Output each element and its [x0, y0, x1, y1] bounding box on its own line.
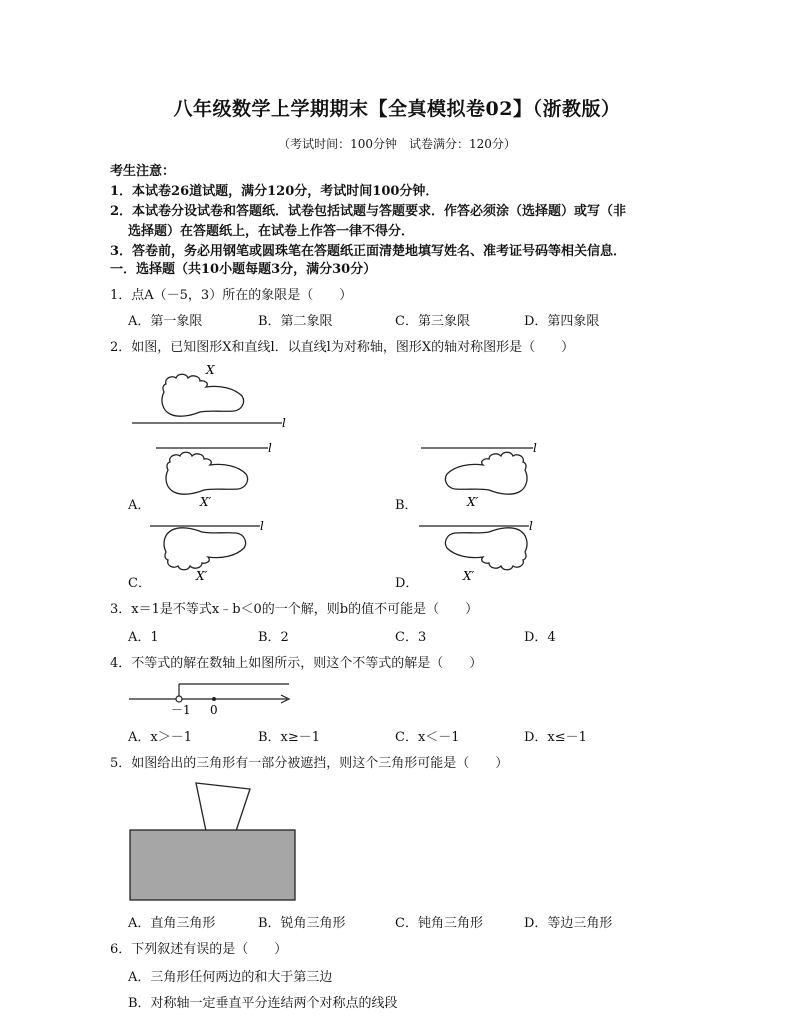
q2-option-c: C．	[128, 576, 151, 591]
q1-option-a: A．第一象限	[128, 314, 203, 329]
q3-option-b: B．2	[258, 630, 289, 645]
q3-option-c: C．3	[395, 630, 427, 645]
q2-option-a-figure	[150, 440, 280, 510]
q1-option-b: B．第二象限	[258, 314, 333, 329]
q5-option-a: A．直角三角形	[128, 916, 216, 931]
q4-option-b: B．x≥－1	[258, 730, 321, 745]
notice-item-3: 3．答卷前，务必用钢笔或圆珠笔在答题纸正面清楚地填写姓名、准考证号码等相关信息．	[110, 244, 627, 259]
svg-text:X′: X′	[196, 569, 208, 583]
q1-stem: 1．点A（－5，3）所在的象限是（ ）	[110, 288, 353, 303]
notice-item-2: 2．本试卷分设试卷和答题纸．试卷包括试题与答题要求．作答必须涂（选择题）或写（非	[110, 204, 627, 219]
q4-number-line	[125, 670, 295, 716]
q5-figure	[128, 775, 300, 905]
q6-option-a: A．三角形任何两边的和大于第三边	[128, 970, 333, 985]
q2-option-b-figure	[415, 440, 545, 510]
page-subtitle: （考试时间：100分钟 试卷满分：120分）	[278, 137, 516, 151]
q3-option-a: A．1	[128, 630, 159, 645]
q4-axis-label-neg1: －1	[171, 703, 191, 717]
svg-text:l: l	[268, 441, 272, 455]
q5-stem: 5．如图给出的三角形有一部分被遮挡，则这个三角形可能是（ ）	[110, 756, 509, 771]
svg-text:l: l	[260, 519, 264, 533]
q4-option-c: C．x＜－1	[395, 730, 460, 745]
q2-stem: 2．如图，已知图形X和直线l．以直线l为对称轴，图形X的轴对称图形是（ ）	[110, 340, 575, 355]
q6-stem: 6．下列叙述有误的是（ ）	[110, 942, 288, 957]
svg-text:X′: X′	[200, 495, 212, 509]
svg-text:X′: X′	[467, 495, 479, 509]
q5-option-b: B．锐角三角形	[258, 916, 346, 931]
svg-text:l: l	[533, 441, 537, 455]
q5-option-c: C．钝角三角形	[395, 916, 483, 931]
q2-option-c-figure	[148, 518, 278, 588]
notice-item-1: 1．本试卷26道试题，满分120分，考试时间100分钟．	[110, 184, 439, 199]
q2-option-d: D．	[395, 576, 419, 591]
q4-stem: 4．不等式的解在数轴上如图所示，则这个不等式的解是（ ）	[110, 656, 483, 671]
q4-axis-label-0: 0	[210, 703, 218, 717]
q3-stem: 3．x＝1是不等式x﹣b＜0的一个解，则b的值不可能是（ ）	[110, 602, 479, 617]
q5-cover-rect	[130, 830, 295, 900]
notice-item-2-cont: 选择题）在答题纸上，在试卷上作答一律不得分．	[128, 224, 415, 239]
q1-option-d: D．第四象限	[524, 314, 600, 329]
notice-heading: 考生注意：	[110, 164, 176, 179]
q2-option-d-figure	[415, 518, 545, 588]
q2-label-x: X	[206, 363, 215, 377]
svg-text:X′: X′	[463, 569, 475, 583]
q2-label-l: l	[282, 416, 286, 430]
q4-option-d: D．x≤－1	[524, 730, 587, 745]
q5-option-d: D．等边三角形	[524, 916, 613, 931]
q6-option-b: B．对称轴一定垂直平分连结两个对称点的线段	[128, 996, 398, 1011]
q2-figure-x	[130, 360, 290, 435]
svg-text:l: l	[529, 519, 533, 533]
q2-option-b: B．	[395, 498, 418, 513]
q4-option-a: A．x＞－1	[128, 730, 192, 745]
q1-option-c: C．第三象限	[395, 314, 470, 329]
page-title: 八年级数学上学期期末【全真模拟卷02】（浙教版）	[173, 98, 621, 120]
q3-option-d: D．4	[524, 630, 556, 645]
section-heading: 一．选择题（共10小题每题3分，满分30分）	[110, 262, 377, 277]
q2-option-a: A．	[128, 498, 151, 513]
